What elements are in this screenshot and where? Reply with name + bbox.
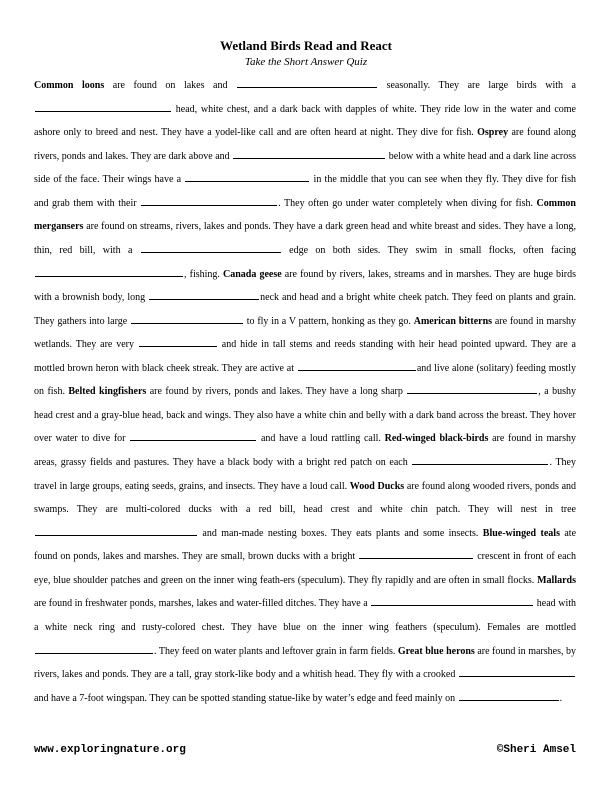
bird-name: Osprey xyxy=(477,127,509,139)
bird-name: Common loons xyxy=(34,80,105,91)
passage-text: are found on streams, rivers, lakes and ponds. They have a dark green head and white breast and sides. They have a long, thin, red bill, with a xyxy=(34,221,576,256)
answer-blank[interactable] xyxy=(141,195,277,206)
passage-text: . They travel in large groups, eating seeds, grains, and insects. They have a loud call. xyxy=(34,457,576,492)
bird-name: Mallards xyxy=(537,574,576,586)
answer-blank[interactable] xyxy=(35,101,171,112)
answer-blank[interactable] xyxy=(185,171,309,182)
bird-name: Common mergansers xyxy=(34,197,576,233)
passage-text: are found in marshy areas, grassy fields and pastures. They have a black body with a bright red patch on each xyxy=(34,433,576,468)
passage-text: head with a white neck ring and rusty-colored chest. They have blue on the inner wing feathers (speculum). Females are mottled xyxy=(34,598,577,633)
passage-text: neck and head and a bright white cheek patch. They feed on plants and grain. They gathers into large xyxy=(34,292,576,327)
passage-text: and have a loud rattling call. xyxy=(257,433,385,445)
passage-text: and live alone (solitary) feeding mostly on fish. xyxy=(34,362,576,398)
bird-name: Blue-winged teals xyxy=(482,527,560,539)
answer-blank[interactable] xyxy=(35,266,183,277)
answer-blank[interactable] xyxy=(131,313,243,324)
bird-name: Canada geese xyxy=(223,268,282,280)
passage-text: and have a 7-foot wingspan. They can be spotted standing statue-like by water’s edge and feed mainly on xyxy=(34,692,458,704)
worksheet-title: Wetland Birds Read and React xyxy=(220,38,392,53)
passage-text: are found on lakes and xyxy=(104,80,237,91)
passage-text: are found in freshwater ponds, marshes, lakes and water-filled ditches. They have a xyxy=(34,598,371,610)
passage-text: are found by rivers, ponds and lakes. They have a long sharp xyxy=(146,386,407,398)
footer-website: www.exploringnature.org xyxy=(34,744,186,756)
passage-text: below with a white head and a dark line across side of the face. Their wings have a xyxy=(34,150,576,186)
passage-text: head, white chest, and a dark back with dapples of white. They ride low in the water and come ashore only to breed and nest. They have a yodel-like call and are often heard at night. They dive for fish. xyxy=(34,103,576,139)
passage-text: are found by rivers, lakes, streams and in marshes. They are huge birds with a brownish body, long xyxy=(34,268,576,304)
passage-text: ate found on ponds, lakes and marshes. They are small, brown ducks with a bright xyxy=(34,527,577,563)
passage-text: and man-made nesting boxes. They eats plants and some insects. xyxy=(198,527,483,539)
passage-text: . They often go under water completely when diving for fish. xyxy=(278,197,537,209)
bird-name: American bitterns xyxy=(413,315,493,327)
answer-blank[interactable] xyxy=(35,525,197,536)
passage-text: are found along wooded rivers, ponds and swamps. They are multi-colored ducks with a red bill, head crest and white chin patch. They will nest in tree xyxy=(34,480,577,516)
answer-blank[interactable] xyxy=(35,643,153,654)
passage-text: crescent in front of each eye, blue shoulder patches and green on the inner wing feath-ers (speculum). They fly rapidly and are often in small flocks. xyxy=(34,551,576,586)
answer-blank[interactable] xyxy=(237,77,377,88)
footer-copyright: ©Sheri Amsel xyxy=(496,744,576,756)
passage-text: edge on both sides. They swim in small flocks, often facing xyxy=(281,244,576,256)
answer-blank[interactable] xyxy=(298,360,416,371)
answer-blank[interactable] xyxy=(459,666,575,677)
bird-name: Belted kingfishers xyxy=(68,386,147,398)
bird-name: Wood Ducks xyxy=(349,480,405,492)
answer-blank[interactable] xyxy=(141,242,281,253)
answer-blank[interactable] xyxy=(139,336,217,347)
passage-text: are found in marshy wetlands. They are very xyxy=(34,315,576,351)
answer-blank[interactable] xyxy=(130,430,256,441)
passage-text: and hide in tall stems and reeds standing with heir head pointed upward. They are a mottled brown heron with black cheek streak. They are active at xyxy=(34,339,576,374)
answer-blank[interactable] xyxy=(459,690,559,701)
answer-blank[interactable] xyxy=(412,454,548,465)
answer-blank[interactable] xyxy=(407,383,537,394)
quiz-passage xyxy=(34,74,576,710)
answer-blank[interactable] xyxy=(371,595,533,606)
bird-name: Red-winged black-birds xyxy=(384,433,489,445)
passage-paragraph xyxy=(34,74,576,710)
bird-name: Great blue herons xyxy=(397,645,475,657)
passage-text: to fly in a V pattern, honking as they go. xyxy=(243,315,414,327)
passage-text: , a bushy head crest and a gray-blue head, back and wings. They also have a white chin and belly with a dark band across the breast. They hover over water to dive for xyxy=(34,386,577,445)
passage-text: in the middle that you can see when they fly. They dive for fish and grab them with their xyxy=(34,174,576,209)
passage-text: . xyxy=(559,692,563,704)
answer-blank[interactable] xyxy=(149,289,259,300)
worksheet-subtitle: Take the Short Answer Quiz xyxy=(244,56,368,68)
passage-text: seasonally. They are large birds with a xyxy=(378,80,576,91)
passage-text: , fishing. xyxy=(184,268,223,280)
answer-blank[interactable] xyxy=(233,148,385,159)
passage-text: are found in marshes, by rivers, lakes and ponds. They are a tall, gray stork-like body and a whitish head. They fly with a crooked xyxy=(34,645,576,681)
passage-text: . They feed on water plants and leftover grain in farm fields. xyxy=(154,645,398,657)
passage-text: are found along rivers, ponds and lakes. They are dark above and xyxy=(34,127,576,162)
answer-blank[interactable] xyxy=(359,548,473,559)
